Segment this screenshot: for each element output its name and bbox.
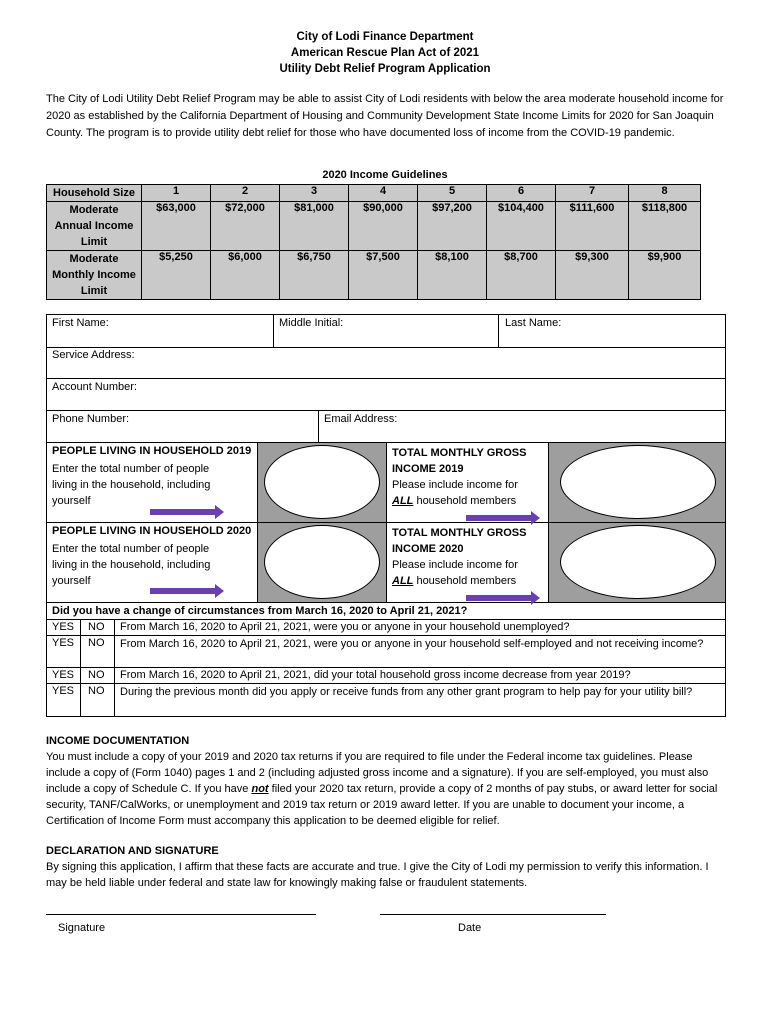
household-2020-title: PEOPLE LIVING IN HOUSEHOLD 2020 [52, 525, 252, 537]
monthly-cell: $6,750 [280, 251, 349, 300]
gross-income-2019-input[interactable] [560, 445, 716, 519]
annual-cell: $81,000 [280, 202, 349, 251]
question-4: During the previous month did you apply or receive funds from any other grant program to help pay for your utility bill? [120, 686, 693, 698]
monthly-cell: $9,300 [556, 251, 629, 300]
gross-2020-desc: Please include income for ALL household members [392, 559, 518, 587]
monthly-cell: $5,250 [142, 251, 211, 300]
last-name-field[interactable]: Last Name: [505, 317, 562, 329]
monthly-cell: $8,700 [487, 251, 556, 300]
size-cell: 1 [142, 185, 211, 202]
arrow-right-icon [466, 595, 532, 601]
no-option-2[interactable]: NO [88, 637, 105, 649]
annual-cell: $104,400 [487, 202, 556, 251]
annual-cell: $118,800 [629, 202, 701, 251]
annual-cell: $111,600 [556, 202, 629, 251]
size-cell: 4 [349, 185, 418, 202]
income-guidelines-caption: 2020 Income Guidelines [322, 169, 448, 181]
row-label-monthly: Moderate Monthly Income Limit [47, 251, 142, 300]
signature-line[interactable] [46, 914, 316, 915]
name-row [46, 314, 726, 348]
annual-cell: $63,000 [142, 202, 211, 251]
gross-2019-title: TOTAL MONTHLY GROSS INCOME 2019 [392, 447, 527, 475]
yes-option-1[interactable]: YES [52, 621, 75, 633]
income-guidelines-table [46, 184, 701, 300]
first-name-field[interactable]: First Name: [52, 317, 109, 329]
yes-option-3[interactable]: YES [52, 669, 75, 681]
monthly-cell: $8,100 [418, 251, 487, 300]
question-1: From March 16, 2020 to April 21, 2021, were you or anyone in your household unemployed? [120, 621, 570, 633]
header-title-3: Utility Debt Relief Program Application [279, 63, 491, 75]
monthly-cell: $7,500 [349, 251, 418, 300]
circumstances-title: Did you have a change of circumstances from March 16, 2020 to April 21, 2021? [52, 605, 468, 617]
middle-initial-field[interactable]: Middle Initial: [279, 317, 344, 329]
household-2020-desc: Enter the total number of people living in the household, including yourself [52, 543, 211, 587]
email-address-field[interactable]: Email Address: [324, 413, 398, 425]
size-cell: 2 [211, 185, 280, 202]
gross-2019-desc: Please include income for ALL household members [392, 479, 518, 507]
income-documentation-text: You must include a copy of your 2019 and 2020 tax returns if you are required to file under the Federal income tax guidelines. Please include a copy of (Form 1040) pages 1 and 2 (including adjusted gross income and a signature). If you are self-employed, you must also include a copy of Schedule C. If you have not filed your 2020 tax return, provide a copy of 2 months of pay stubs, or award letter for social security, TANF/CalWorks, or unemployment and 2019 tax return or 2019 award letter. If you are unable to document your income, a Certification of Income Form must accompany this application to be deemed eligible for relief. [46, 751, 718, 827]
question-2: From March 16, 2020 to April 21, 2021, were you or anyone in your household self-employed and not receiving income? [120, 638, 704, 650]
size-cell: 5 [418, 185, 487, 202]
phone-number-field[interactable]: Phone Number: [52, 413, 130, 425]
annual-cell: $97,200 [418, 202, 487, 251]
date-label: Date [458, 922, 482, 934]
household-2019-desc: Enter the total number of people living in the household, including yourself [52, 463, 211, 507]
income-documentation-title: INCOME DOCUMENTATION [46, 735, 190, 747]
no-option-3[interactable]: NO [88, 669, 105, 681]
size-cell: 6 [487, 185, 556, 202]
household-2019-input[interactable] [264, 445, 380, 519]
no-option-4[interactable]: NO [88, 685, 105, 697]
size-cell: 8 [629, 185, 701, 202]
date-line[interactable] [380, 914, 606, 915]
gross-income-2020-input[interactable] [560, 525, 716, 599]
size-cell: 7 [556, 185, 629, 202]
header-title-1: City of Lodi Finance Department [296, 31, 474, 43]
service-address-row [46, 346, 726, 379]
question-3: From March 16, 2020 to April 21, 2021, did your total household gross income decrease from year 2019? [120, 669, 631, 681]
household-2019-title: PEOPLE LIVING IN HOUSEHOLD 2019 [52, 445, 252, 457]
monthly-cell: $6,000 [211, 251, 280, 300]
account-number-row [46, 378, 726, 411]
household-2020-input[interactable] [264, 525, 380, 599]
signature-label: Signature [58, 922, 106, 934]
no-option-1[interactable]: NO [88, 621, 105, 633]
gross-2020-title: TOTAL MONTHLY GROSS INCOME 2020 [392, 527, 527, 555]
row-label-annual: Moderate Annual Income Limit [47, 202, 142, 251]
account-number-field[interactable]: Account Number: [52, 381, 137, 393]
yes-option-2[interactable]: YES [52, 637, 75, 649]
yes-option-4[interactable]: YES [52, 685, 75, 697]
declaration-title: DECLARATION AND SIGNATURE [46, 845, 219, 857]
service-address-field[interactable]: Service Address: [52, 349, 135, 361]
size-cell: 3 [280, 185, 349, 202]
row-label-household-size: Household Size [47, 185, 142, 202]
intro-paragraph: The City of Lodi Utility Debt Relief Program may be able to assist City of Lodi residents with below the area moderate household income for 2020 as established by the California Department of Housing and Community Development State Income Limits for 2020 for San Joaquin County. The program is to provide utility debt relief for those who have documented loss of income from the COVID-19 pandemic. [46, 93, 724, 139]
monthly-cell: $9,900 [629, 251, 701, 300]
annual-cell: $90,000 [349, 202, 418, 251]
arrow-right-icon [150, 588, 216, 594]
arrow-right-icon [466, 515, 532, 521]
arrow-right-icon [150, 509, 216, 515]
header-title-2: American Rescue Plan Act of 2021 [290, 47, 480, 59]
declaration-text: By signing this application, I affirm that these facts are accurate and true. I give the City of Lodi my permission to verify this information. I may be held liable under federal and state law for knowingly making false or fraudulent statements. [46, 861, 709, 889]
annual-cell: $72,000 [211, 202, 280, 251]
